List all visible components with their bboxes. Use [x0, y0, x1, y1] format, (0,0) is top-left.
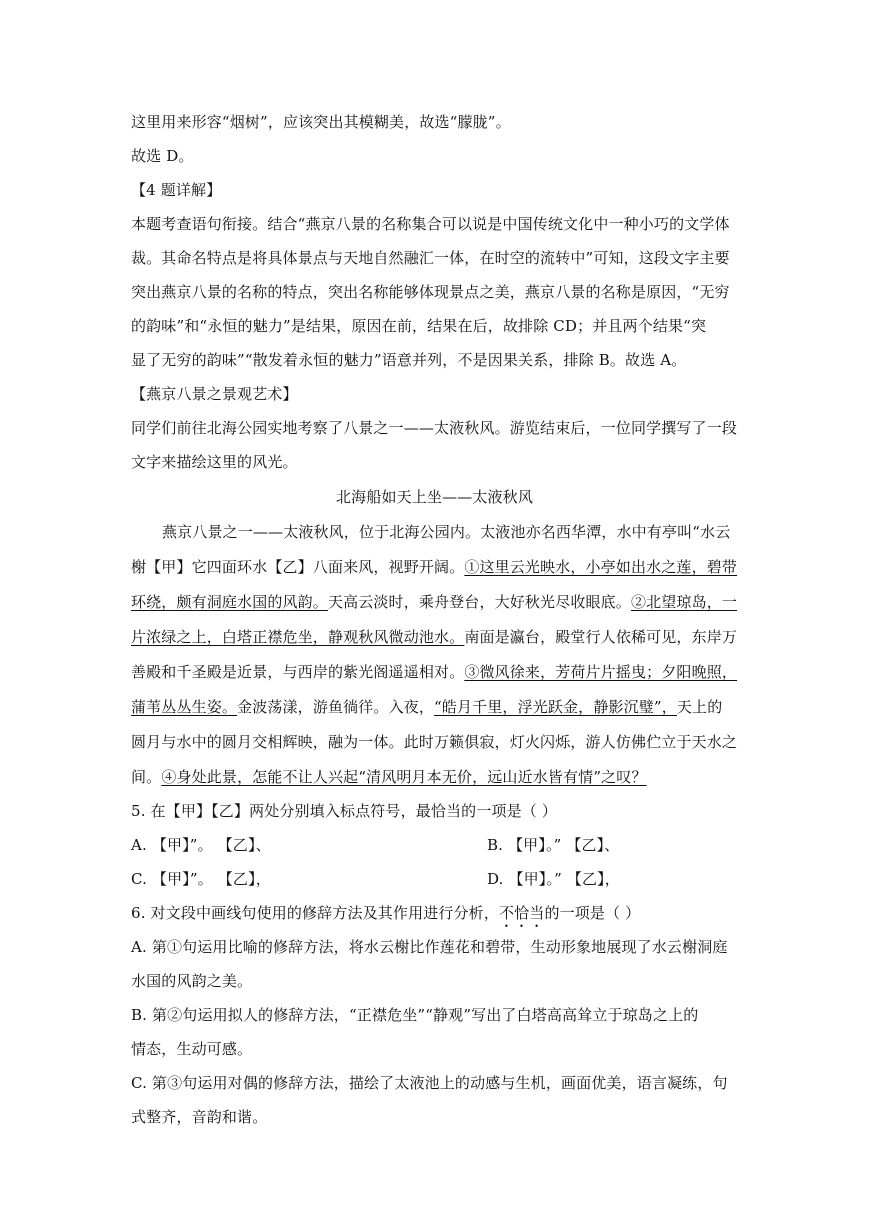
text: 同学们前往北海公园实地考察了八景之一——太液秋风。游览结束后，一位同学撰写了一段: [131, 419, 738, 437]
text: 裁。其命名特点是将具体景点与天地自然融汇一体，在时空的流转中”可知，这段文字主要: [131, 249, 730, 267]
text-line: [131, 1039, 252, 1059]
text: 南面是瀛台，殿堂行人依稀可见，东岸万: [464, 628, 738, 646]
text-line: [131, 1005, 698, 1025]
text: 情态，生动可感。: [131, 1040, 253, 1058]
question-6: [131, 903, 640, 931]
text: 【4 题详解】: [131, 181, 222, 199]
question-5: [131, 801, 557, 821]
text: 显了无穷的韵味”“散发着永恒的魅力”语意并列，不是因果关系，排除 B。故选 A。: [131, 351, 687, 369]
text: D. 【甲】。” 【乙】，: [487, 870, 620, 888]
text: 【燕京八景之景观艺术】: [131, 385, 298, 403]
text-line: [131, 732, 737, 752]
emphasis-text: 不恰当: [498, 904, 545, 922]
underlined-sentence: ①这里云光映水，小亭如出水之莲，碧带: [464, 558, 738, 576]
text: 圆月与水中的圆月交相辉映，融为一体。此时万籁俱寂，灯火闪烁，游人仿佛伫立于天水之: [131, 733, 738, 751]
text-line: [131, 350, 686, 370]
underlined-sentence: ④身处此景，怎能不让人兴起“清风明月本无价，远山近水皆有情”之叹？: [161, 768, 647, 786]
underlined-sentence: ③微风徐来，芳荷片片摇曳；夕阳晚照，: [464, 663, 738, 681]
section-heading: [131, 384, 298, 404]
text: 天上的: [676, 698, 723, 716]
underlined-sentence: 片浓绿之上，白塔正襟危坐，静观秋风微动池水。: [131, 628, 465, 646]
text-line: [131, 627, 737, 647]
text: 燕京八景之一——太液秋风，位于北海公园内。太液池亦名西华潭，水中有亭叫“水云: [162, 523, 731, 541]
text-line: [131, 452, 298, 472]
option-a: [131, 835, 271, 855]
text-line: [131, 592, 737, 612]
text-line: [131, 282, 730, 302]
text-line: [131, 1107, 267, 1127]
option-b: [487, 835, 619, 855]
underlined-sentence: ②北望琼岛，一: [630, 593, 738, 611]
section-heading: [131, 180, 221, 200]
text: 式整齐，音韵和谐。: [131, 1108, 268, 1126]
text: C. 【甲】”。 【乙】，: [131, 870, 271, 888]
text: 的韵味”和“永恒的魅力”是结果，原因在前，结果在后，故排除 CD；并且两个结果“突: [131, 317, 707, 335]
text: 善殿和千圣殿是近景，与西岸的紫光阁遥遥相对。: [131, 663, 465, 681]
text-line: [131, 418, 737, 438]
text-line: [131, 557, 737, 577]
text: A. 第①句运用比喻的修辞方法，将水云榭比作莲花和碧带，生动形象地展现了水云榭洞庭: [131, 938, 728, 956]
text: 突出燕京八景的名称的特点，突出名称能够体现景点之美，燕京八景的名称是原因，“无穷: [131, 283, 730, 301]
text: C. 第③句运用对偶的修辞方法，描绘了太液池上的动感与生机，画面优美，语言凝练，句: [131, 1074, 728, 1092]
text-line: [131, 112, 511, 132]
text: 北海船如天上坐——太液秋风: [336, 488, 533, 506]
text: 文字来描绘这里的风光。: [131, 453, 298, 471]
text: 5. 在【甲】【乙】两处分别填入标点符号，最恰当的一项是（ ）: [131, 802, 558, 820]
text-line: [131, 146, 194, 166]
text-line: [162, 522, 730, 542]
text-line: [131, 971, 252, 991]
text: A. 【甲】”。 【乙】、: [131, 836, 271, 854]
text: 6. 对文段中画线句使用的修辞方法及其作用进行分析，: [131, 904, 499, 922]
text-line: [131, 248, 730, 268]
underlined-sentence: 环绕，颇有洞庭水国的风韵。: [131, 593, 328, 611]
text-line: [131, 937, 728, 957]
text-line: [131, 662, 737, 682]
text: 这里用来形容“烟树”，应该突出其模糊美，故选“朦胧”。: [131, 113, 511, 131]
text: 榭【甲】它四面环水【乙】八面来风，视野开阔。: [131, 558, 465, 576]
text-line: [131, 316, 706, 336]
text: 水国的风韵之美。: [131, 972, 253, 990]
underlined-quote: “皓月千里，浮光跃金，静影沉璧”，: [434, 698, 677, 716]
underlined-sentence: 蒲苇丛丛生姿。: [131, 698, 238, 716]
option-d: [487, 869, 620, 889]
text: 的一项是（ ）: [544, 904, 641, 922]
text: 故选 D。: [131, 147, 194, 165]
text-line: [131, 767, 647, 787]
text: B. 第②句运用拟人的修辞方法，“正襟危坐”“静观”写出了白塔高高耸立于琼岛之上的: [131, 1006, 699, 1024]
text: 天高云淡时，乘舟登台，大好秋光尽收眼底。: [327, 593, 631, 611]
text: 间。: [131, 768, 162, 786]
option-c: [131, 869, 271, 889]
text: B. 【甲】。” 【乙】、: [487, 836, 620, 854]
text-line: [131, 697, 722, 717]
passage-title: [0, 487, 869, 507]
text: 金波荡漾，游鱼徜徉。入夜，: [237, 698, 435, 716]
text: 本题考查语句衔接。结合“燕京八景的名称集合可以说是中国传统文化中一种小巧的文学体: [131, 215, 730, 233]
text-line: [131, 1073, 728, 1093]
text-line: [131, 214, 730, 234]
